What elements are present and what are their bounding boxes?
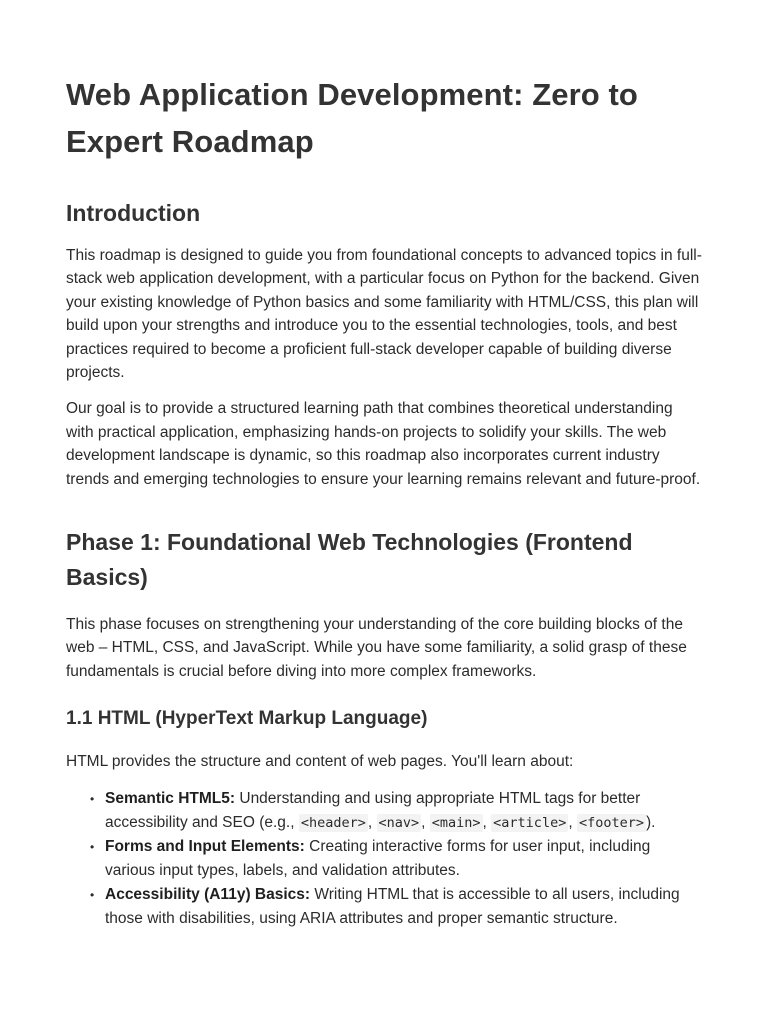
code-header: <header> [300,814,366,831]
code-separator: , [367,813,377,831]
code-separator: , [568,813,577,831]
code-separator: , [421,813,430,831]
introduction-heading: Introduction [66,200,201,226]
code-separator: , [482,813,492,831]
introduction-paragraph-2: Our goal is to provide a structured learning path that combines theoretical understanding with practical application, emphasizing hands-on projects to solidify your skills. The web development landscape is dynamic, so this roadmap also incorporates current industry trends and emerging technologies to ensure your learning remains relevant and future-proof. [66,400,701,488]
list-item-term: Accessibility (A11y) Basics: [105,885,311,903]
introduction-paragraph-1: This roadmap is designed to guide you from foundational concepts to advanced topics in full-stack web application development, with a particular focus on Python for the backend. Given your existing knowledge of Python basics and some familiarity with HTML/CSS, this plan will build upon your strengths and introduce you to the essential technologies, tools, and best practices required to become a proficient full-stack developer capable of building diverse projects. [66,247,702,382]
list-item [90,883,704,931]
html-section-paragraph: HTML provides the structure and content of web pages. You'll learn about: [66,753,574,771]
list-item-text: Writing HTML that is accessible to all users, including those with disabilities, using ARIA attributes and proper semantic structure. [105,885,680,927]
html-topics-list [66,787,704,931]
list-item [90,835,704,883]
bullet-icon: • [90,839,95,854]
document-title: Web Application Development: Zero to Expert Roadmap [66,77,638,159]
phase1-heading: Phase 1: Foundational Web Technologies (Frontend Basics) [66,529,633,591]
code-nav: <nav> [378,814,420,831]
phase1-paragraph: This phase focuses on strengthening your understanding of the core building blocks of the web – HTML, CSS, and JavaScript. While you have some familiarity, a solid grasp of these fundamentals is crucial before diving into more complex frameworks. [66,616,687,680]
html-section-heading: 1.1 HTML (HyperText Markup Language) [66,708,428,730]
code-footer: <footer> [578,814,644,831]
bullet-icon: • [90,887,95,902]
list-item-text: Understanding and using appropriate HTML tags for better accessibility and SEO (e.g., [105,789,641,831]
list-item-term: Forms and Input Elements: [105,837,305,855]
list-item [90,787,704,835]
code-main: <main> [431,814,481,831]
list-item-text-end: ). [645,813,656,831]
code-article: <article> [493,814,567,831]
list-item-term: Semantic HTML5: [105,789,236,807]
list-item-text: Creating interactive forms for user input, including various input types, labels, and validation attributes. [105,837,651,879]
bullet-icon: • [90,791,95,806]
